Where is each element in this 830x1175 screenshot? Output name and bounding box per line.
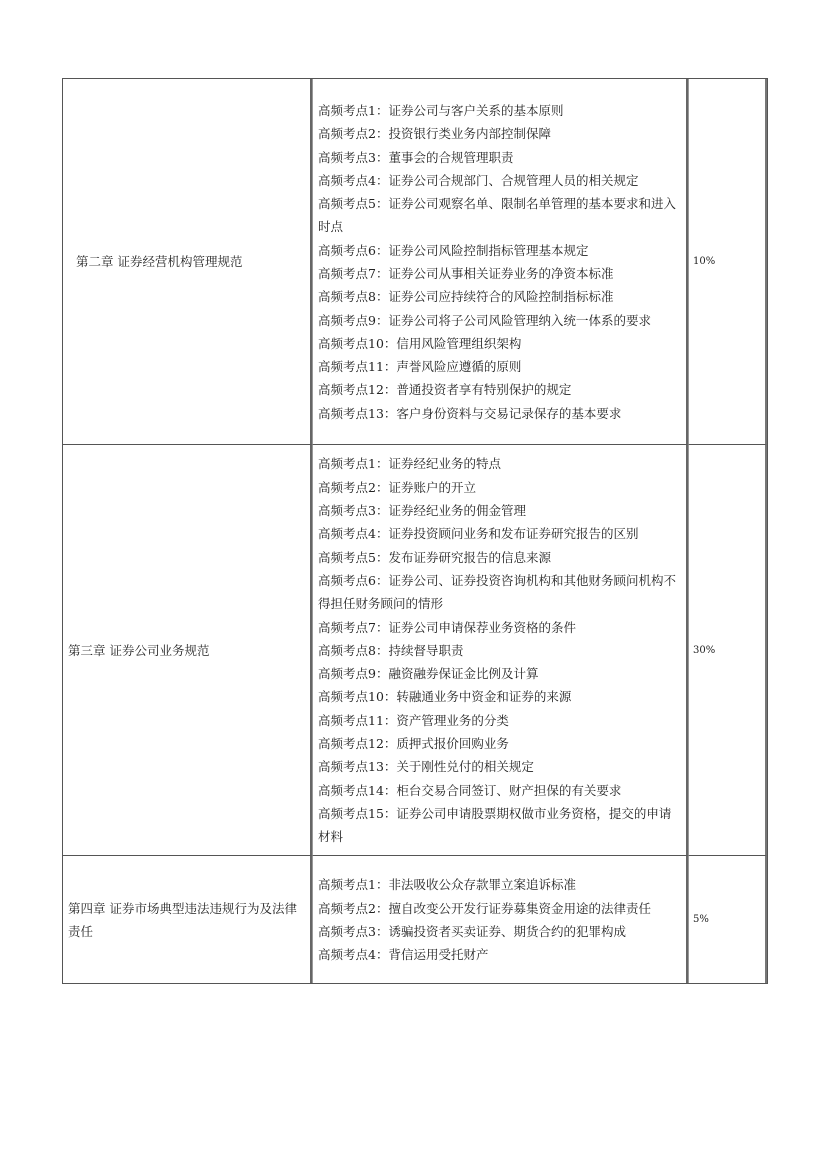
list-item: 高频考点4：背信运用受托财产 — [318, 947, 489, 963]
table-row — [63, 444, 767, 855]
list-item: 高频考点10：转融通业务中资金和证券的来源 — [318, 689, 572, 705]
list-item: 高频考点6：证券公司、证券投资咨询机构和其他财务顾问机构不得担任财务顾问的情形 — [318, 572, 676, 612]
list-item: 高频考点11：资产管理业务的分类 — [318, 712, 509, 728]
list-item: 高频考点2：擅自改变公开发行证券募集资金用途的法律责任 — [318, 900, 651, 916]
list-item: 高频考点11：声誉风险应遵循的原则 — [318, 359, 522, 375]
list-item: 高频考点8：证券公司应持续符合的风险控制指标标准 — [318, 289, 614, 305]
list-item: 高频考点6：证券公司风险控制指标管理基本规定 — [318, 242, 589, 258]
list-item: 高频考点1：证券公司与客户关系的基本原则 — [318, 102, 564, 118]
list-item: 高频考点8：持续督导职责 — [318, 642, 464, 658]
list-item: 高频考点7：证券公司从事相关证券业务的净资本标准 — [318, 266, 614, 281]
table-row — [63, 79, 767, 444]
weight-percentage: 30% — [688, 444, 767, 855]
list-item: 高频考点9：证券公司将子公司风险管理纳入统一体系的要求 — [318, 312, 651, 328]
list-item: 高频考点1：非法吸收公众存款罪立案追诉标准 — [318, 877, 576, 893]
table-row — [63, 855, 767, 983]
list-item: 高频考点3：诱骗投资者买卖证券、期货合约的犯罪构成 — [318, 924, 626, 939]
list-item: 高频考点4：证券公司合规部门、合规管理人员的相关规定 — [318, 172, 639, 188]
list-item: 高频考点15：证券公司申请股票期权做市业务资格，提交的申请材料 — [318, 805, 672, 845]
list-item: 高频考点1：证券经纪业务的特点 — [318, 456, 501, 472]
list-item: 高频考点3：董事会的合规管理职责 — [318, 149, 514, 165]
weight-percentage: 5% — [688, 855, 767, 983]
list-item: 高频考点9：融资融券保证金比例及计算 — [318, 666, 539, 682]
list-item: 高频考点12：普通投资者享有特别保护的规定 — [318, 382, 572, 398]
list-item: 高频考点13：客户身份资料与交易记录保存的基本要求 — [318, 405, 622, 421]
list-item: 高频考点5：证券公司观察名单、限制名单管理的基本要求和进入时点 — [318, 196, 676, 235]
weight-percentage: 10% — [688, 79, 767, 444]
list-item: 高频考点14：柜台交易合同签订、财产担保的有关要求 — [318, 782, 622, 798]
list-item: 高频考点2：投资银行类业务内部控制保障 — [318, 126, 551, 142]
chapter-name: 第三章 证券公司业务规范 — [63, 444, 312, 855]
list-item: 高频考点5：发布证券研究报告的信息来源 — [318, 549, 551, 565]
list-item: 高频考点12：质押式报价回购业务 — [318, 736, 509, 752]
list-item: 高频考点13：关于刚性兑付的相关规定 — [318, 759, 534, 775]
list-item: 高频考点3：证券经纪业务的佣金管理 — [318, 503, 526, 519]
exam-points-list — [312, 79, 688, 444]
list-item: 高频考点10：信用风险管理组织架构 — [318, 335, 522, 351]
exam-points-list — [312, 444, 688, 855]
chapter-name: 第四章 证券市场典型违法违规行为及法律责任 — [63, 855, 312, 983]
exam-points-list — [312, 855, 688, 983]
list-item: 高频考点7：证券公司申请保荐业务资格的条件 — [318, 619, 576, 635]
exam-points-table — [62, 78, 768, 984]
list-item: 高频考点4：证券投资顾问业务和发布证券研究报告的区别 — [318, 526, 639, 542]
chapter-name: 第二章 证券经营机构管理规范 — [63, 79, 312, 444]
list-item: 高频考点2：证券账户的开立 — [318, 479, 476, 495]
